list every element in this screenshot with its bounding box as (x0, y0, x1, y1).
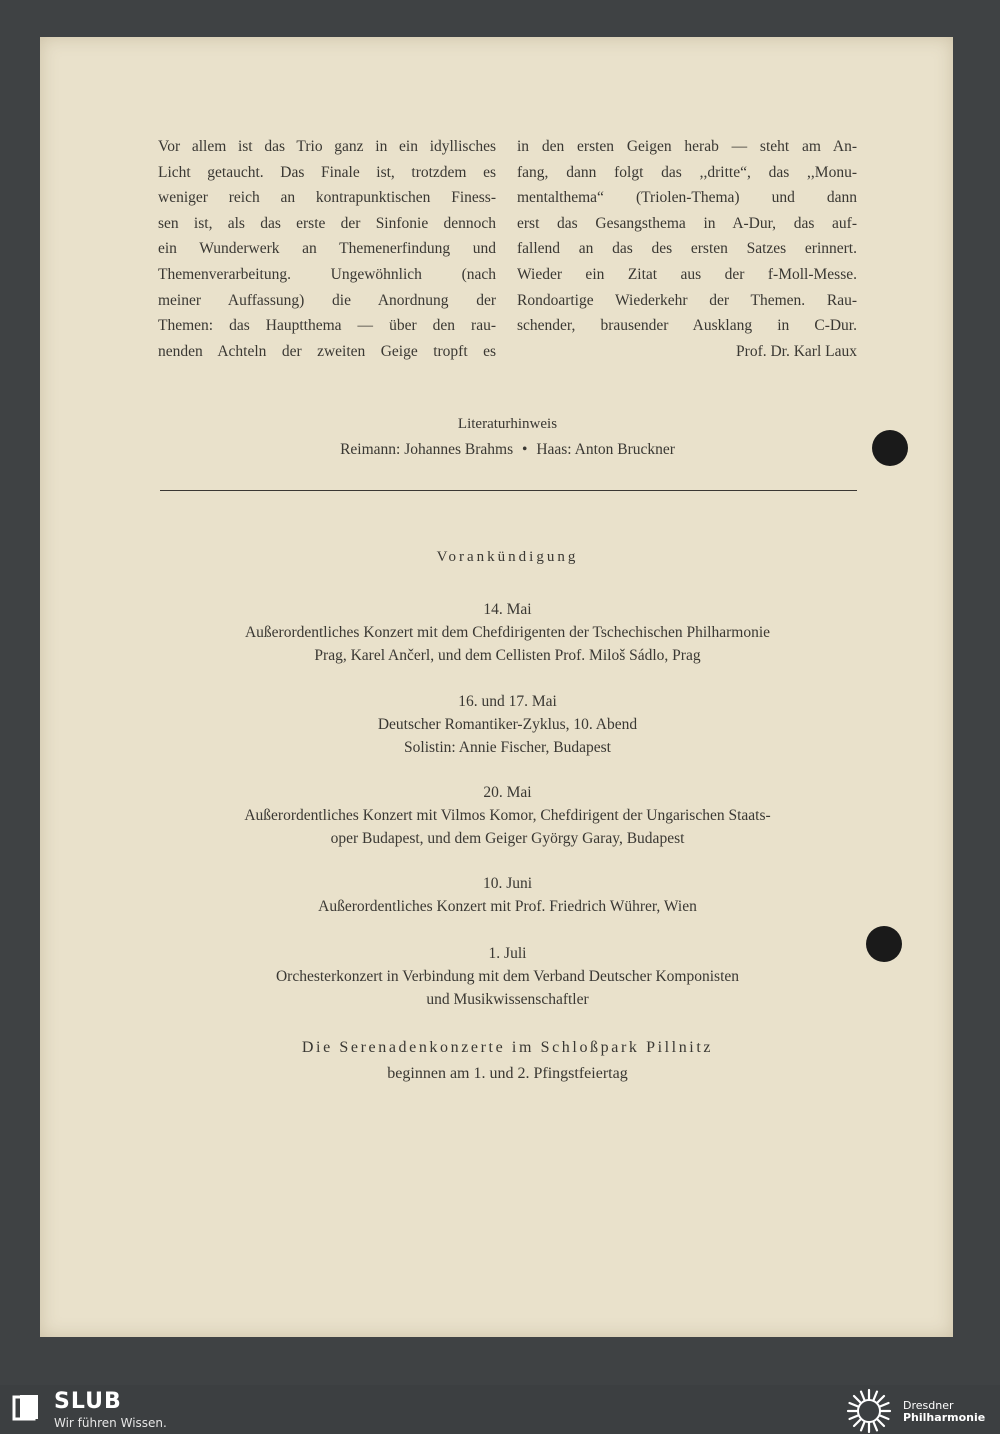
section-divider (160, 490, 857, 491)
column-line: weniger reich an kontrapunktischen Finess- (158, 189, 496, 207)
document-page (40, 37, 953, 1337)
literature-references (158, 441, 857, 459)
event-description: Orchesterkonzert in Verbindung mit dem Verband Deutscher Komponisten (275, 968, 740, 985)
event-block (158, 781, 857, 850)
event-date: 1. Juli (488, 945, 527, 962)
slub-logo-text: SLUB (54, 1389, 122, 1414)
punch-hole (872, 430, 908, 466)
column-line: sen ist, als das erste der Sinfonie dennoch (158, 214, 496, 232)
event-description: oper Budapest, und dem Geiger György Garay, Budapest (330, 830, 685, 847)
column-line: Themenverarbeitung. Ungewöhnlich (nach (158, 265, 496, 283)
column-line: Wieder ein Zitat aus der f-Moll-Messe. (517, 265, 857, 283)
philharmonie-sunburst-icon (842, 1388, 896, 1434)
event-description: Außerordentliches Konzert mit dem Chefdirigenten der Tschechischen Philharmonie (244, 624, 771, 641)
event-date: 14. Mai (483, 601, 532, 618)
event-description: Deutscher Romantiker-Zyklus, 10. Abend (377, 716, 638, 733)
event-block (158, 942, 857, 1011)
event-date: 10. Juni (482, 875, 533, 892)
column-line: meiner Auffassung) die Anordnung der (158, 291, 496, 309)
column-line: fang, dann folgt das ,,dritte“, das ,,Monu- (517, 163, 857, 181)
bullet-separator: • (522, 441, 528, 458)
column-line: Rondoartige Wiederkehr der Themen. Rau- (517, 291, 857, 309)
text-column-left (158, 134, 496, 364)
column-line: schender, brausender Ausklang in C-Dur. (517, 317, 857, 335)
partner-name-line: Philharmonie (903, 1411, 986, 1424)
serenade-line: Die Serenadenkonzerte im Schloßpark Pillnitz (301, 1039, 714, 1056)
event-block (158, 598, 857, 667)
literature-entry: Haas: Anton Bruckner (536, 441, 675, 458)
text-column-right (517, 134, 857, 364)
event-block (158, 872, 857, 918)
partner-name-line: Dresdner (903, 1399, 954, 1412)
event-block (158, 690, 857, 759)
column-line: erst das Gesangsthema in A-Dur, das auf- (517, 214, 857, 232)
serenade-notice (158, 1035, 857, 1087)
event-description: Solistin: Annie Fischer, Budapest (404, 739, 611, 756)
serenade-line: beginnen am 1. und 2. Pfingstfeiertag (387, 1065, 628, 1082)
slub-tagline: Wir führen Wissen. (54, 1416, 167, 1430)
slub-book-icon (12, 1393, 42, 1423)
column-line: nenden Achteln der zweiten Geige tropft es (158, 342, 496, 360)
event-date: 16. und 17. Mai (458, 693, 557, 710)
event-description: Außerordentliches Konzert mit Prof. Friedrich Wührer, Wien (318, 898, 697, 915)
column-line: mentalthema“ (Triolen-Thema) und dann (517, 189, 857, 207)
column-line: Licht getaucht. Das Finale ist, trotzdem es (158, 163, 496, 181)
event-description: Prag, Karel Ančerl, und dem Cellisten Prof. Miloš Sádlo, Prag (314, 647, 701, 664)
event-description: Außerordentliches Konzert mit Vilmos Komor, Chefdirigent der Ungarischen Staats- (244, 807, 771, 824)
column-line: ein Wunderwerk an Themenerfindung und (158, 240, 496, 258)
event-description: und Musikwissenschaftler (426, 991, 589, 1008)
column-line: Vor allem ist das Trio ganz in ein idyllisches (158, 138, 496, 155)
column-line: Themen: das Hauptthema — über den rau- (158, 317, 496, 335)
footer-bar (0, 1385, 1000, 1434)
column-line: in den ersten Geigen herab — steht am An- (517, 138, 857, 155)
event-date: 20. Mai (483, 784, 532, 801)
author-signature: Prof. Dr. Karl Laux (736, 342, 857, 360)
punch-hole (866, 926, 902, 962)
philharmonie-logo-text (903, 1400, 985, 1424)
column-line: fallend an das des ersten Satzes erinnert. (517, 240, 857, 258)
literature-heading: Literaturhinweis (457, 416, 558, 432)
announcement-heading: Vorankündigung (436, 549, 579, 565)
literature-entry: Reimann: Johannes Brahms (340, 441, 514, 458)
